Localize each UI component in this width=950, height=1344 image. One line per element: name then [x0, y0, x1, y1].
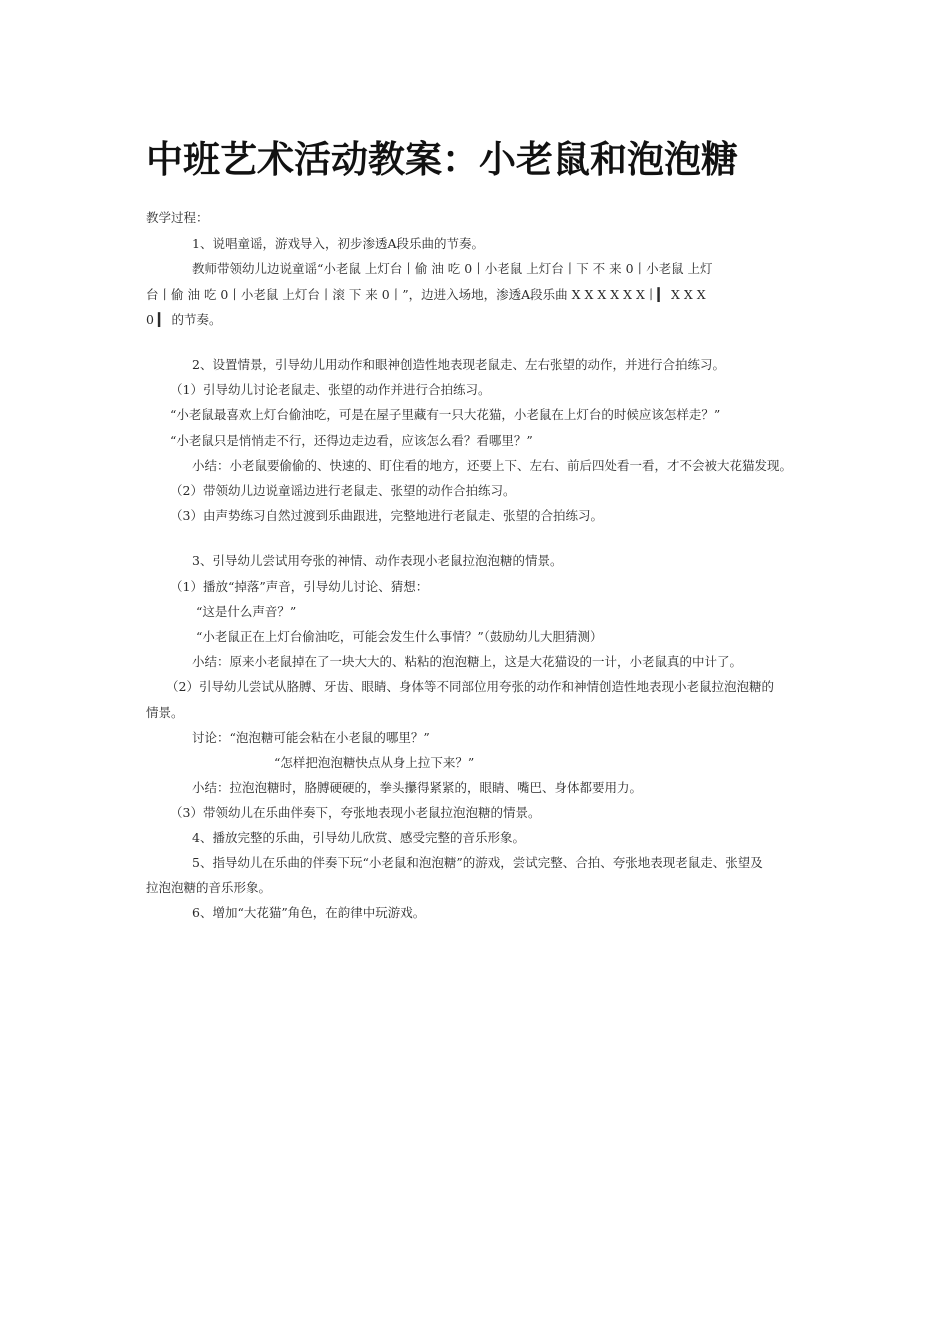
paragraph-line: （3）带领幼儿在乐曲伴奏下，夸张地表现小老鼠拉泡泡糖的情景。: [170, 805, 541, 820]
paragraph-line: “怎样把泡泡糖快点从身上拉下来？”: [274, 755, 475, 770]
paragraph-line: “这是什么声音？”: [196, 604, 297, 619]
paragraph-line: “小老鼠正在上灯台偷油吃，可能会发生什么事情？”（鼓励幼儿大胆猜测）: [196, 629, 603, 644]
paragraph-line: 4、播放完整的乐曲，引导幼儿欣赏、感受完整的音乐形象。: [192, 830, 525, 845]
section-heading: 教学过程：: [146, 210, 209, 225]
paragraph-line: （2）引导幼儿尝试从胳膊、牙齿、眼睛、身体等不同部位用夸张的动作和神情创造性地表现小老鼠拉泡泡糖的: [166, 679, 774, 694]
paragraph-line: 6、增加“大花猫”角色，在韵律中玩游戏。: [192, 905, 426, 920]
paragraph-line: 小结：小老鼠要偷偷的、快速的、盯住看的地方，还要上下、左右、前后四处看一看，才不会被大花猫发现。: [192, 458, 793, 473]
paragraph-line: 讨论：“泡泡糖可能会粘在小老鼠的哪里？”: [192, 730, 430, 745]
paragraph-line: 小结：原来小老鼠掉在了一块大大的、粘粘的泡泡糖上，这是大花猫设的一计，小老鼠真的中计了。: [192, 654, 743, 669]
paragraph-line: 5、指导幼儿在乐曲的伴奏下玩“小老鼠和泡泡糖”的游戏，尝试完整、合拍、夸张地表现老鼠走、张望及: [192, 855, 763, 870]
document-title: 中班艺术活动教案：小老鼠和泡泡糖: [146, 137, 738, 181]
paragraph-line: 1、说唱童谣，游戏导入，初步渗透A段乐曲的节奏。: [192, 236, 484, 251]
paragraph-line: （1）播放“掉落”声音，引导幼儿讨论、猜想：: [170, 579, 429, 594]
paragraph-line: 2、设置情景，引导幼儿用动作和眼神创造性地表现老鼠走、左右张望的动作，并进行合拍练习。: [192, 357, 725, 372]
paragraph-line: 教师带领幼儿边说童谣“小老鼠 上灯台丨偷 油 吃 0丨小老鼠 上灯台丨下 不 来 0丨小老鼠 上灯: [192, 261, 713, 276]
paragraph-line: 情景。: [146, 705, 184, 720]
paragraph-line: （2）带领幼儿边说童谣边进行老鼠走、张望的动作合拍练习。: [170, 483, 516, 498]
paragraph-line: 台丨偷 油 吃 0丨小老鼠 上灯台丨滚 下 来 0丨”，边进入场地，渗透A段乐曲 X X X X X X丨▎ X X X: [146, 287, 706, 302]
paragraph-line: 0 ▎ 的节奏。: [146, 312, 222, 327]
paragraph-line: 小结：拉泡泡糖时，胳膊硬硬的，拳头攥得紧紧的，眼睛、嘴巴、身体都要用力。: [192, 780, 643, 795]
paragraph-line: “小老鼠最喜欢上灯台偷油吃，可是在屋子里藏有一只大花猫，小老鼠在上灯台的时候应该怎样走？”: [170, 407, 721, 422]
paragraph-line: （1）引导幼儿讨论老鼠走、张望的动作并进行合拍练习。: [170, 382, 491, 397]
paragraph-line: 3、引导幼儿尝试用夸张的神情、动作表现小老鼠拉泡泡糖的情景。: [192, 553, 563, 568]
paragraph-line: （3）由声势练习自然过渡到乐曲跟进，完整地进行老鼠走、张望的合拍练习。: [170, 508, 603, 523]
paragraph-line: 拉泡泡糖的音乐形象。: [146, 880, 272, 895]
paragraph-line: “小老鼠只是悄悄走不行，还得边走边看，应该怎么看？看哪里？”: [170, 433, 533, 448]
